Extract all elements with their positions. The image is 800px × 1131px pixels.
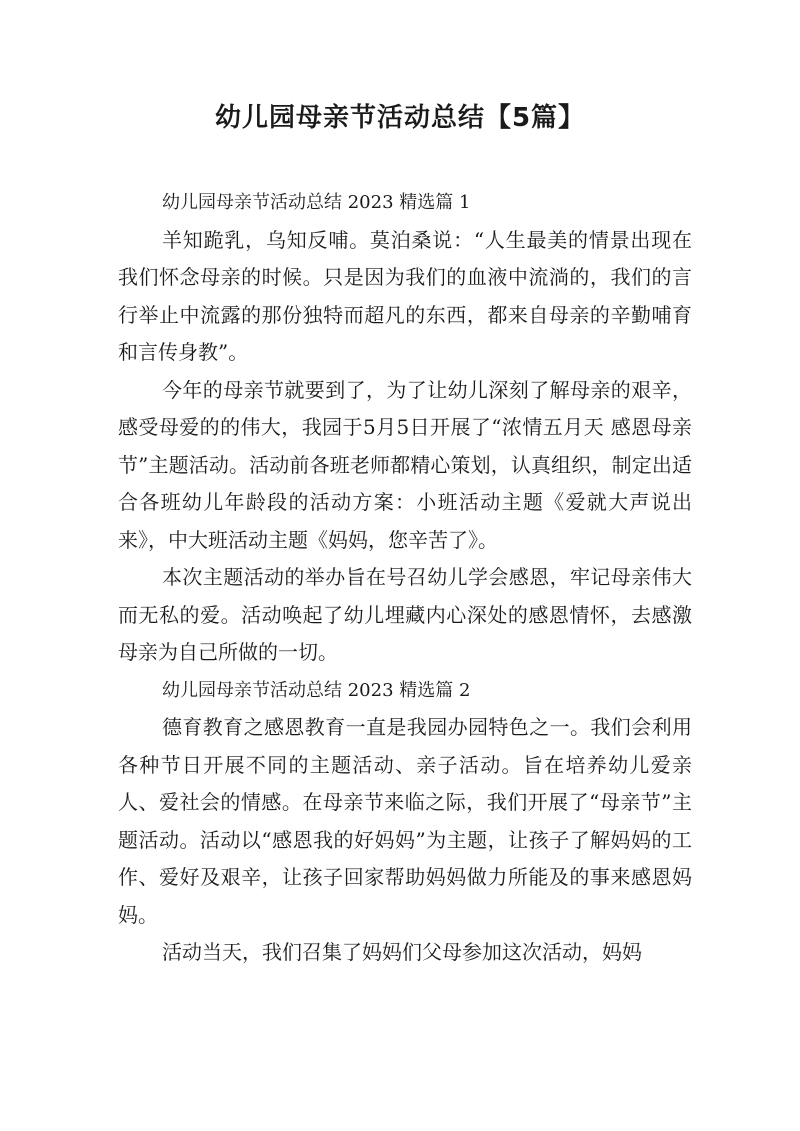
paragraph-1: 羊知跪乳，乌知反哺。莫泊桑说：“人生最美的情景出现在我们怀念母亲的时候。只是因为我们的血液中流淌的，我们的言行举止中流露的那份独特而超凡的东西，都来自母亲的辛勤哺育和言传身教”。 [118,227,692,364]
paragraph-3: 本次主题活动的举办旨在号召幼儿学会感恩，牢记母亲伟大而无私的爱。活动唤起了幼儿埋藏内心深处的感恩情怀，去感激母亲为自己所做的一切。 [118,565,692,664]
document-title: 幼儿园母亲节活动总结【5篇】 [214,103,586,133]
section-heading-2: 幼儿园母亲节活动总结 2023 精选篇 2 [162,679,471,701]
document-body [118,184,692,972]
paragraph-4: 德育教育之感恩教育一直是我园办园特色之一。我们会利用各种节日开展不同的主题活动、亲子活动。旨在培养幼儿爱亲人、爱社会的情感。在母亲节来临之际，我们开展了“母亲节”主题活动。活动以“感恩我的好妈妈”为主题，让孩子了解妈妈的工作、爱好及艰辛，让孩子回家帮助妈妈做力所能及的事来感恩妈妈。 [118,715,692,927]
paragraph-2: 今年的母亲节就要到了，为了让幼儿深刻了解母亲的艰辛，感受母爱的的伟大，我园于5月5日开展了“浓情五月天 感恩母亲节”主题活动。活动前各班老师都精心策划，认真组织，制定出适合各班幼儿年龄段的活动方案：小班活动主题《爱就大声说出来》，中大班活动主题《妈妈，您辛苦了》。 [118,377,692,552]
paragraph-5: 活动当天，我们召集了妈妈们父母参加这次活动，妈妈 [162,940,642,964]
section-heading-1: 幼儿园母亲节活动总结 2023 精选篇 1 [162,192,471,213]
